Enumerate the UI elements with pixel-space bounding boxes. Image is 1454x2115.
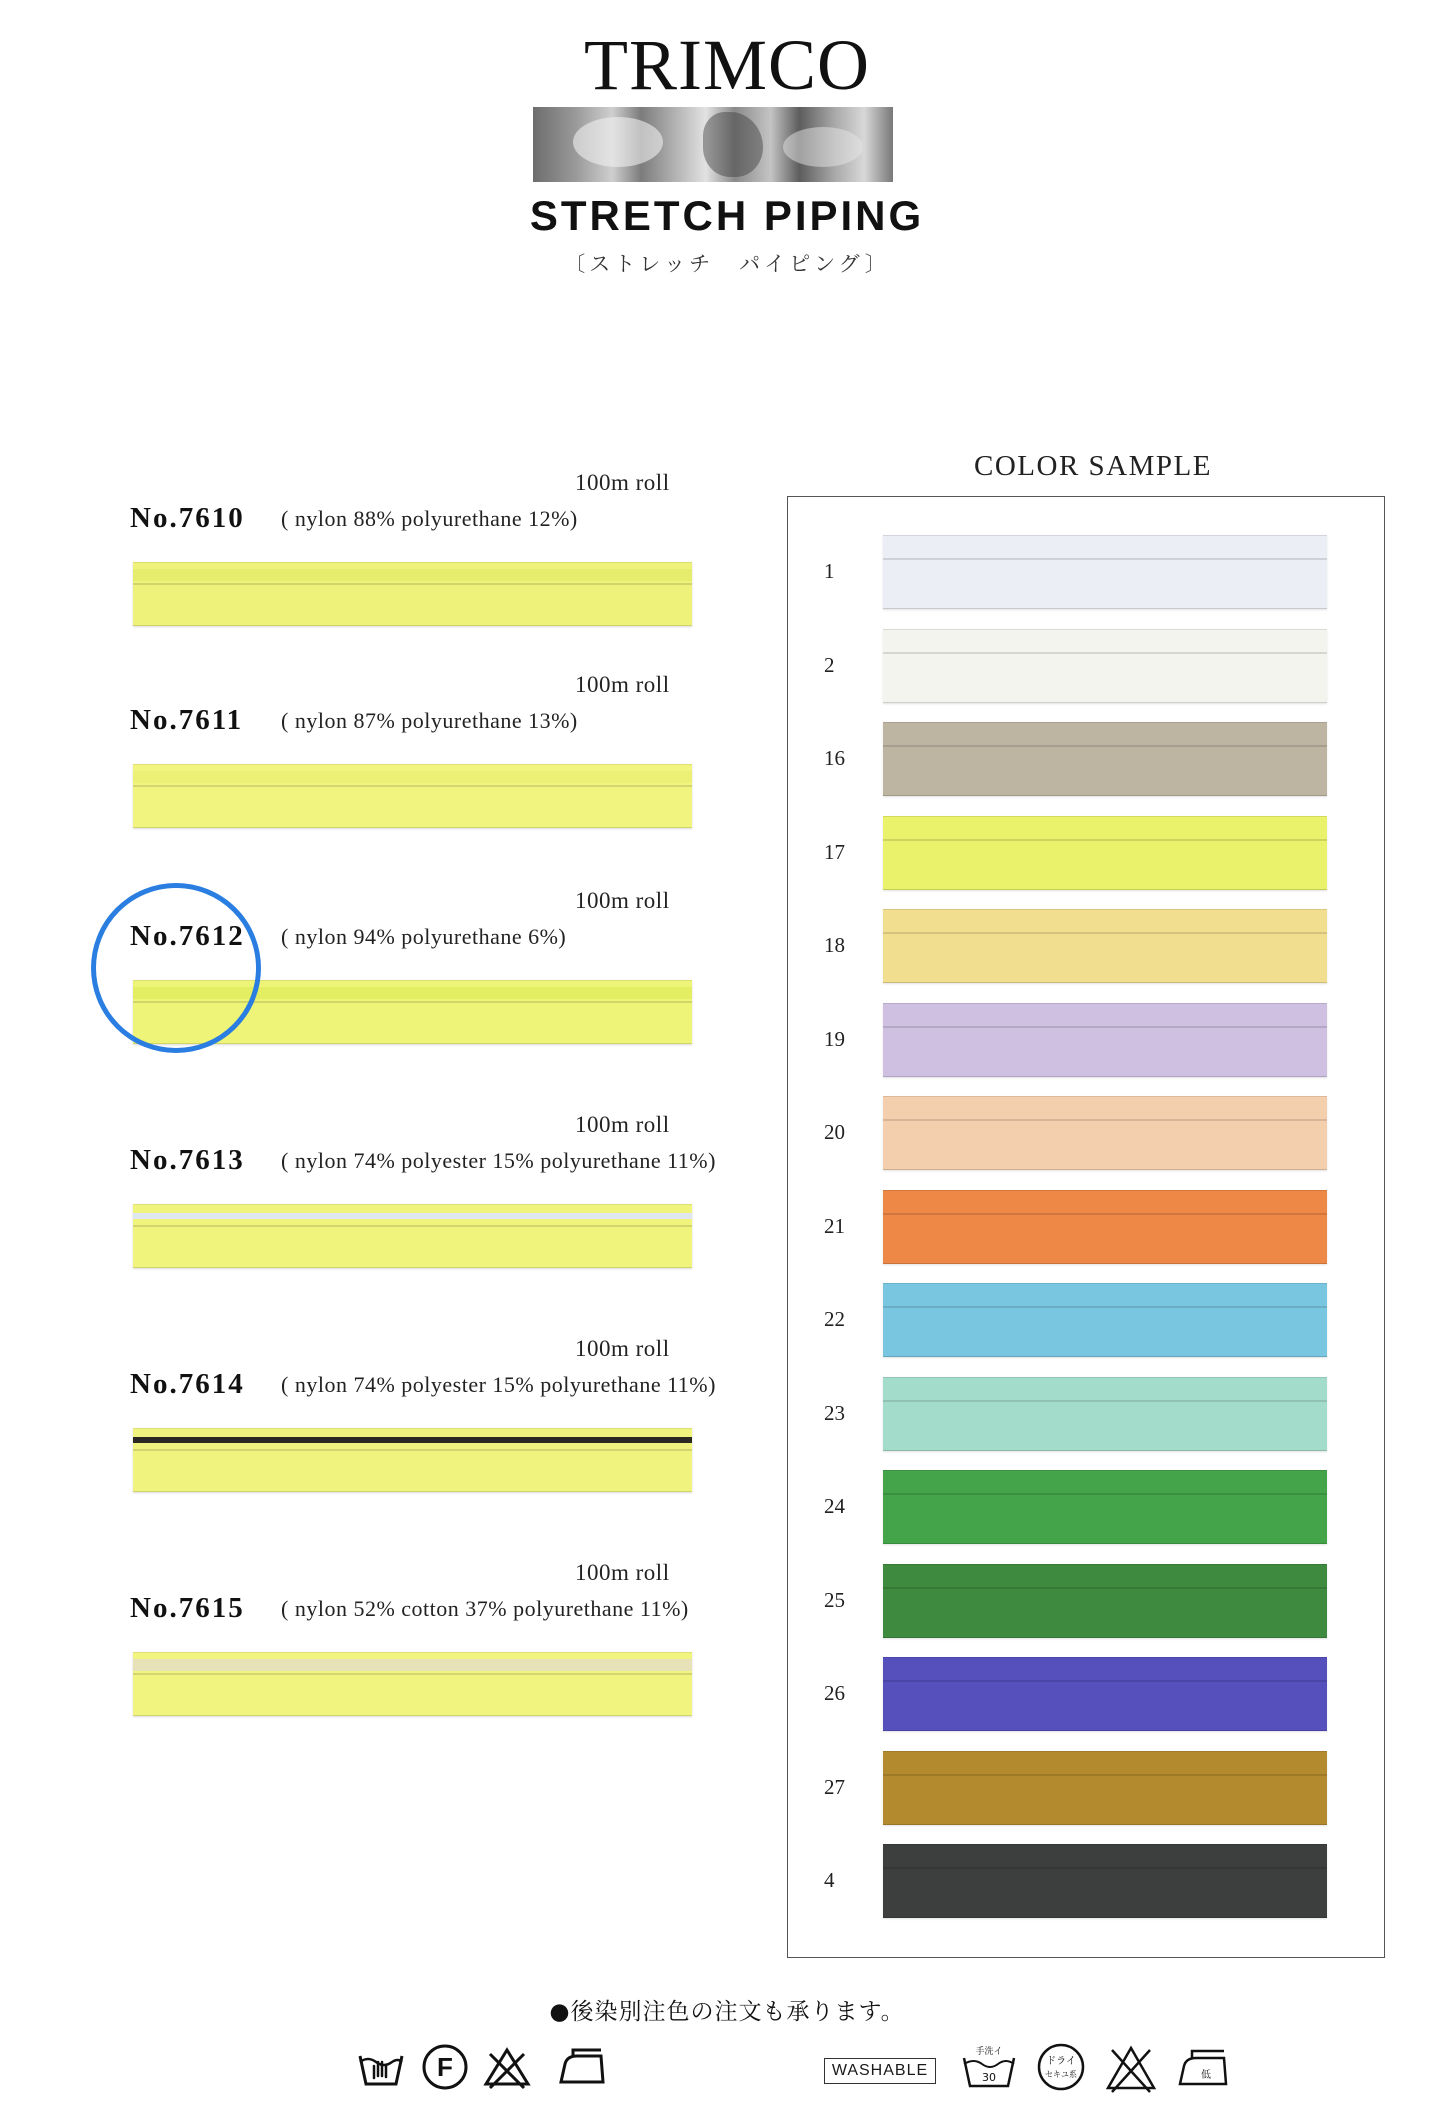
custom-dye-note: ●後染別注色の注文も承ります。 [549,1999,905,2025]
color-number: 2 [824,652,835,677]
color-swatch [883,1377,1327,1451]
swatch-seam [883,1493,1327,1495]
product-composition: ( nylon 88% polyurethane 12%) [281,506,578,531]
product-number: No.7611 [130,704,244,736]
product-composition: ( nylon 94% polyurethane 6%) [281,924,567,949]
color-number: 27 [824,1774,845,1799]
swatch-seam [883,558,1327,560]
product-swatch [133,764,692,828]
color-number: 16 [824,746,845,770]
hand-wash-label: 手洗イ [975,2047,1003,2057]
low-iron-icon [1174,2040,1232,2094]
product-composition: ( nylon 74% polyester 15% polyurethane 11%) [281,1372,716,1397]
swatch-seam [883,1026,1327,1028]
washable-label: WASHABLE [824,2058,936,2084]
color-number: 24 [824,1494,845,1518]
swatch-seam [883,1867,1327,1869]
product-swatch [133,1428,692,1492]
color-sample-row [788,1844,1386,1918]
product-roll-length: 100m roll [575,672,670,697]
product-number: No.7614 [130,1368,245,1400]
iron-icon [553,2040,609,2094]
color-swatch [883,1844,1327,1918]
color-swatch [883,1003,1327,1077]
swatch-seam [883,745,1327,747]
color-sample-row [788,1657,1386,1731]
color-sample-panel [787,496,1385,1958]
color-swatch [883,1657,1327,1731]
low-iron-label: 低 [1201,2070,1211,2081]
color-sample-row [788,535,1386,609]
piping-seam [133,1225,692,1227]
product-swatch [133,562,692,626]
color-sample-row [788,1003,1386,1077]
piping-seam [133,583,692,585]
page-subtitle: 〔ストレッチ パイピング〕 [564,252,890,276]
hand-wash-30-icon [960,2040,1018,2094]
color-swatch [883,816,1327,890]
dry-label: ドライ [1046,2056,1076,2067]
swatch-seam [883,1680,1327,1682]
piping-bead [133,1437,692,1443]
color-swatch [883,535,1327,609]
color-number: 4 [824,1868,835,1892]
product-number: No.7612 [130,920,245,952]
color-sample-row [788,1470,1386,1544]
swatch-seam [883,1119,1327,1121]
color-number: 20 [824,1120,845,1144]
brand-logo: TRIMCO [583,25,871,105]
color-sample-row [788,1190,1386,1264]
color-number: 22 [824,1307,845,1331]
color-number: 26 [824,1681,845,1705]
color-sample-title: COLOR SAMPLE [974,450,1212,482]
product-number: No.7610 [130,502,245,534]
swatch-seam [883,932,1327,934]
piping-bead [133,569,692,581]
color-number: 25 [824,1587,845,1612]
product-swatch [133,1204,692,1268]
color-swatch [883,722,1327,796]
color-swatch [883,629,1327,703]
product-swatch [133,1652,692,1716]
color-number: 18 [824,933,845,957]
color-sample-row [788,1096,1386,1170]
piping-bead [133,771,692,783]
brand-banner-image [533,107,893,182]
piping-bead [133,1213,692,1219]
color-sample-row [788,629,1386,703]
swatch-seam [883,1587,1327,1589]
piping-seam [133,1673,692,1675]
dry-clean-f-icon [420,2040,470,2094]
no-bleach-icon [1104,2040,1158,2094]
color-swatch [883,1096,1327,1170]
product-number: No.7615 [130,1592,245,1624]
color-sample-row [788,1377,1386,1451]
color-number: 1 [824,559,835,583]
swatch-seam [883,1306,1327,1308]
hand-wash-temp: 30 [982,2071,996,2084]
swatch-seam [883,1213,1327,1215]
product-roll-length: 100m roll [575,1336,670,1361]
no-bleach-icon [482,2040,532,2094]
color-swatch [883,1470,1327,1544]
piping-bead [133,1659,692,1671]
swatch-seam [883,839,1327,841]
piping-seam [133,785,692,787]
color-sample-row [788,1283,1386,1357]
highlight-circle [91,883,261,1053]
product-number: No.7613 [130,1144,245,1176]
color-swatch [883,1190,1327,1264]
color-sample-row [788,909,1386,983]
hand-wash-icon [356,2040,406,2094]
dry-sub-label: セキユ系 [1045,2070,1077,2079]
color-number: 17 [824,839,845,864]
piping-seam [133,1449,692,1451]
color-number: 19 [824,1026,845,1051]
color-sample-row [788,1564,1386,1638]
color-swatch [883,1283,1327,1357]
color-number: 21 [824,1213,845,1238]
product-roll-length: 100m roll [575,470,670,495]
swatch-seam [883,1774,1327,1776]
swatch-seam [883,652,1327,654]
product-roll-length: 100m roll [575,1560,670,1585]
product-composition: ( nylon 74% polyester 15% polyurethane 11%) [281,1148,716,1173]
dry-clean-petroleum-icon [1033,2040,1089,2094]
product-composition: ( nylon 52% cotton 37% polyurethane 11%) [281,1596,689,1621]
color-sample-row [788,1751,1386,1825]
color-sample-row [788,722,1386,796]
product-composition: ( nylon 87% polyurethane 13%) [281,708,578,733]
color-swatch [883,1751,1327,1825]
color-swatch [883,1564,1327,1638]
swatch-seam [883,1400,1327,1402]
color-sample-row [788,816,1386,890]
product-roll-length: 100m roll [575,1112,670,1137]
svg-text:F: F [437,2052,453,2082]
product-roll-length: 100m roll [575,888,670,913]
color-swatch [883,909,1327,983]
page-title: STRETCH PIPING [529,192,925,239]
color-number: 23 [824,1400,845,1425]
